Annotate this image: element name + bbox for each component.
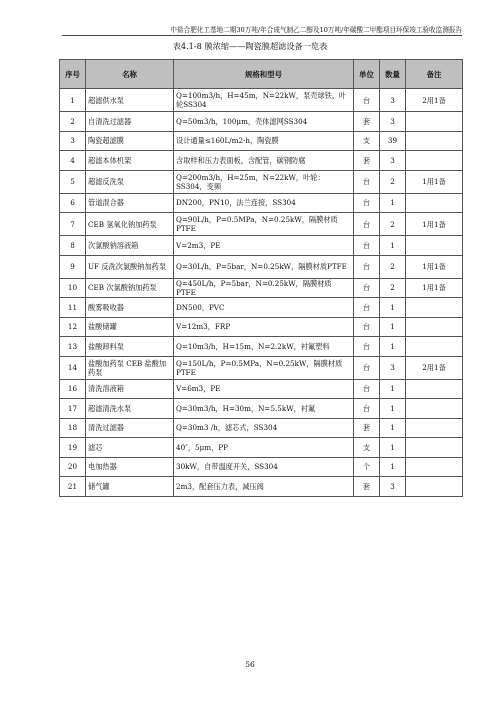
cell-qty: 1 (380, 317, 406, 337)
table-row (60, 457, 463, 477)
cell-spec: 30kW，自带温度开关，SS304 (174, 457, 354, 477)
table-caption: 表4.1-8 膜浓缩——陶瓷膜超滤设备一览表 (172, 41, 328, 51)
cell-spec: V=2m3，PE (174, 236, 354, 256)
cell-name: 滤芯 (86, 438, 174, 458)
running-header: 中盐合肥化工基地二期30万吨/年合成气制乙二醇及10万吨/年碳酸二甲酯项目环保竣工验收监测报告 (170, 26, 462, 34)
cell-unit: 个 (354, 457, 380, 477)
col-header-no: 序号 (60, 60, 86, 89)
cell-spec: Q=90L/h，P=0.5MPa，N=0.25kW，隔膜材质PTFE (174, 213, 354, 236)
cell-qty: 3 (380, 356, 406, 379)
table-row (60, 356, 463, 379)
cell-unit: 套 (354, 112, 380, 132)
cell-name: 盐酸加药泵 CEB 盐酸加药泵 (86, 356, 174, 379)
table-row (60, 193, 463, 213)
cell-name: 酸雾吸收器 (86, 298, 174, 318)
cell-qty: 2 (380, 255, 406, 278)
cell-unit: 台 (354, 213, 380, 236)
table-row (60, 131, 463, 151)
cell-no: 20 (60, 457, 86, 477)
cell-spec: Q=50m3/h，100μm，壳体滤网SS304 (174, 112, 354, 132)
cell-spec: V=12m3，FRP (174, 317, 354, 337)
cell-spec: 40″，5μm，PP (174, 438, 354, 458)
cell-no: 5 (60, 170, 86, 193)
cell-no: 1 (60, 89, 86, 112)
cell-no: 2 (60, 112, 86, 132)
cell-spec: V=6m3，PE (174, 379, 354, 399)
cell-name: 管道混合器 (86, 193, 174, 213)
cell-note (406, 399, 463, 419)
cell-unit: 台 (354, 170, 380, 193)
cell-qty: 3 (380, 112, 406, 132)
cell-name: 陶瓷超滤膜 (86, 131, 174, 151)
cell-spec: Q=150L/h，P=0.5MPa，N=0.25kW，隔膜材质PTFE (174, 356, 354, 379)
cell-spec: Q=450L/h，P=5bar，N=0.25kW，隔膜材质PTFE (174, 278, 354, 298)
cell-note (406, 193, 463, 213)
table-row (60, 170, 463, 193)
table-row (60, 278, 463, 298)
table-row (60, 112, 463, 132)
table-row (60, 213, 463, 236)
col-header-qty: 数量 (380, 60, 406, 89)
cell-qty: 1 (380, 337, 406, 357)
cell-no: 14 (60, 356, 86, 379)
cell-spec: Q=30L/h，P=5bar，N=0.25kW，隔膜材质PTFE (174, 255, 354, 278)
cell-name: 超滤供水泵 (86, 89, 174, 112)
cell-note: 1用1备 (406, 278, 463, 298)
cell-note (406, 477, 463, 497)
cell-no: 9 (60, 255, 86, 278)
table-row (60, 418, 463, 438)
cell-note: 1用1备 (406, 213, 463, 236)
cell-name: UF 反洗次氯酸钠加药泵 (86, 255, 174, 278)
page-number: 56 (245, 660, 255, 669)
col-header-spec: 规格和型号 (174, 60, 354, 89)
table-row (60, 298, 463, 318)
cell-spec: Q=30m3/h，H=30m，N=5.5kW，衬氟 (174, 399, 354, 419)
col-header-name: 名称 (86, 60, 174, 89)
cell-no: 17 (60, 399, 86, 419)
cell-qty: 1 (380, 399, 406, 419)
cell-note (406, 236, 463, 256)
cell-unit: 套 (354, 151, 380, 171)
cell-spec: 设计通量≤160L/m2·h，陶瓷膜 (174, 131, 354, 151)
cell-unit: 台 (354, 89, 380, 112)
cell-note: 2用1备 (406, 89, 463, 112)
cell-name: 清洗过滤器 (86, 418, 174, 438)
cell-note (406, 151, 463, 171)
col-header-unit: 单位 (354, 60, 380, 89)
cell-no: 6 (60, 193, 86, 213)
cell-no: 19 (60, 438, 86, 458)
cell-spec: 含取样和压力表面板，含配管，碳钢防腐 (174, 151, 354, 171)
table-body (60, 89, 463, 497)
table-header-row (60, 60, 463, 89)
cell-unit: 台 (354, 379, 380, 399)
cell-name: 自清洗过滤器 (86, 112, 174, 132)
table-row (60, 236, 463, 256)
cell-unit: 支 (354, 438, 380, 458)
cell-unit: 台 (354, 337, 380, 357)
cell-name: CEB 氢氧化钠加药泵 (86, 213, 174, 236)
cell-name: CEB 次氯酸钠加药泵 (86, 278, 174, 298)
cell-qty: 3 (380, 89, 406, 112)
cell-spec: Q=100m3/h，H=45m，N=22kW，泵壳球铁，叶轮SS304 (174, 89, 354, 112)
cell-note: 1用1备 (406, 170, 463, 193)
cell-unit: 台 (354, 278, 380, 298)
cell-unit: 台 (354, 236, 380, 256)
cell-spec: 2m3，配套压力表，减压阀 (174, 477, 354, 497)
cell-spec: DN500，PVC (174, 298, 354, 318)
cell-note (406, 379, 463, 399)
cell-no: 18 (60, 418, 86, 438)
cell-spec: DN200，PN10，法兰连接，SS304 (174, 193, 354, 213)
cell-qty: 1 (380, 438, 406, 458)
cell-qty: 1 (380, 193, 406, 213)
cell-no: 16 (60, 379, 86, 399)
table-row (60, 399, 463, 419)
cell-note: 2用1备 (406, 356, 463, 379)
cell-name: 电加热器 (86, 457, 174, 477)
cell-spec: Q=200m3/h，H=25m，N=22kW，叶轮：SS304，变频 (174, 170, 354, 193)
cell-unit: 套 (354, 477, 380, 497)
cell-qty: 1 (380, 298, 406, 318)
cell-qty: 2 (380, 278, 406, 298)
cell-no: 11 (60, 298, 86, 318)
cell-unit: 支 (354, 131, 380, 151)
table-row (60, 255, 463, 278)
cell-no: 4 (60, 151, 86, 171)
cell-unit: 台 (354, 356, 380, 379)
cell-name: 次氯酸钠溶液箱 (86, 236, 174, 256)
cell-qty: 1 (380, 236, 406, 256)
table-row (60, 438, 463, 458)
cell-qty: 2 (380, 170, 406, 193)
cell-no: 12 (60, 317, 86, 337)
cell-unit: 台 (354, 193, 380, 213)
cell-qty: 39 (380, 131, 406, 151)
cell-name: 超滤本体机架 (86, 151, 174, 171)
cell-name: 盐酸卸料泵 (86, 337, 174, 357)
table-row (60, 317, 463, 337)
cell-note (406, 317, 463, 337)
cell-name: 清洗溶液箱 (86, 379, 174, 399)
cell-unit: 台 (354, 298, 380, 318)
cell-qty: 2 (380, 213, 406, 236)
cell-spec: Q=10m3/h，H=15m，N=2.2kW，衬氟塑料 (174, 337, 354, 357)
cell-note (406, 131, 463, 151)
cell-qty: 3 (380, 151, 406, 171)
cell-note (406, 337, 463, 357)
cell-qty: 3 (380, 477, 406, 497)
table-row (60, 151, 463, 171)
cell-name: 储气罐 (86, 477, 174, 497)
cell-qty: 1 (380, 379, 406, 399)
cell-unit: 套 (354, 418, 380, 438)
cell-note (406, 112, 463, 132)
cell-unit: 台 (354, 317, 380, 337)
cell-qty: 1 (380, 418, 406, 438)
cell-no: 3 (60, 131, 86, 151)
cell-no: 21 (60, 477, 86, 497)
col-header-note: 备注 (406, 60, 463, 89)
cell-spec: Q=30m3 /h，滤芯式，SS304 (174, 418, 354, 438)
table-row (60, 379, 463, 399)
cell-name: 盐酸储罐 (86, 317, 174, 337)
cell-unit: 台 (354, 399, 380, 419)
table-row (60, 89, 463, 112)
table-row (60, 337, 463, 357)
cell-note (406, 298, 463, 318)
cell-note (406, 438, 463, 458)
cell-no: 7 (60, 213, 86, 236)
cell-no: 8 (60, 236, 86, 256)
cell-no: 13 (60, 337, 86, 357)
cell-note (406, 418, 463, 438)
cell-name: 超滤清洗水泵 (86, 399, 174, 419)
table-row (60, 477, 463, 497)
cell-unit: 台 (354, 255, 380, 278)
cell-no: 10 (60, 278, 86, 298)
header-rule (62, 35, 462, 36)
cell-note: 1用1备 (406, 255, 463, 278)
cell-name: 超滤反洗泵 (86, 170, 174, 193)
equipment-table (59, 59, 463, 497)
cell-qty: 1 (380, 457, 406, 477)
cell-note (406, 457, 463, 477)
